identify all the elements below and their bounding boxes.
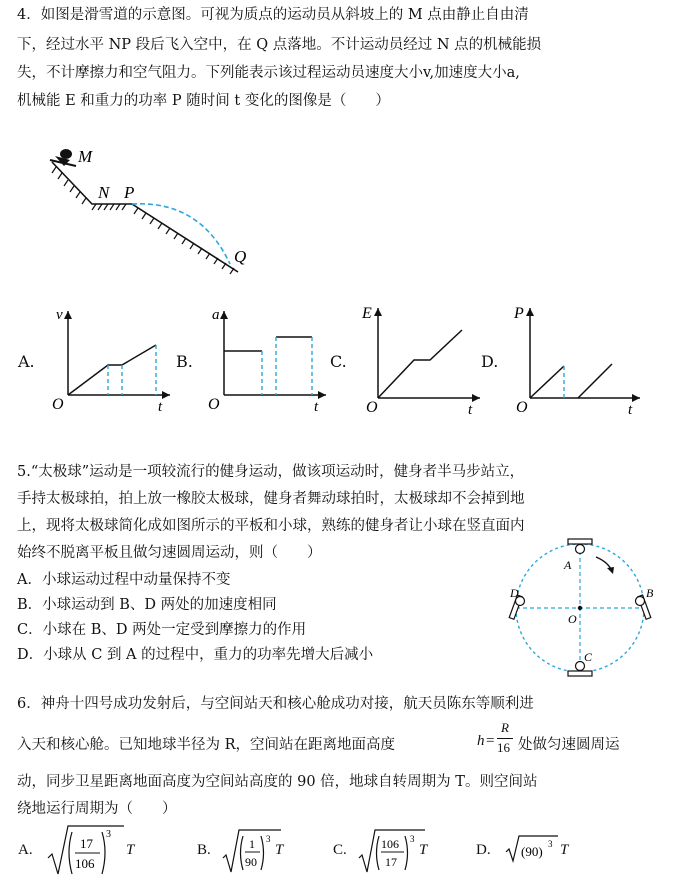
q6-a-exp: 3 [106, 829, 111, 840]
taiji-circle-figure [496, 537, 666, 677]
q6-c-num: 106 [381, 837, 399, 851]
q6-line-1: 6．神舟十四号成功发射后，与空间站天和核心舱成功对接，航天员陈东等顺利进 [17, 696, 534, 712]
q5-line-3: 上，现将太极球简化成如图所示的平板和小球，熟练的健身者让小球在竖直面内 [17, 518, 525, 534]
q6-d-base: (90) [521, 844, 543, 859]
formula-h-den: 16 [497, 740, 510, 755]
q6-option-d-label: D. [476, 842, 491, 858]
label-q: Q [234, 247, 247, 266]
q6-b-t: T [275, 842, 284, 858]
q6-line-4: 绕地运行周期为（ ） [17, 801, 177, 817]
graph-c-xlabel: t [468, 402, 473, 418]
q6-d-exp: 3 [548, 839, 553, 849]
label-n: N [98, 183, 110, 202]
q6-c-t: T [419, 842, 428, 858]
option-a-label: A. [18, 352, 35, 371]
q6-option-b [197, 822, 317, 880]
q6-a-t: T [126, 842, 135, 858]
q5-option-a: A．小球运动过程中动量保持不变 [17, 572, 231, 588]
q6-option-c [333, 822, 463, 880]
q6-a-den: 106 [75, 856, 95, 871]
q4-line-2: 下，经过水平 NP 段后飞入空中，在 Q 点落地。不计运动员经过 N 点的机械能损 [17, 37, 542, 53]
q5-option-c: C．小球在 B、D 两处一定受到摩擦力的作用 [17, 622, 307, 638]
option-c-label: C. [330, 352, 347, 371]
formula-h-num: R [501, 720, 509, 735]
q5-line-4: 始终不脱离平板且做匀速圆周运动，则（ ） [17, 545, 322, 561]
q5-line-1: 5.“太极球”运动是一项较流行的健身运动，做该项运动时，健身者半马步站立， [17, 464, 525, 480]
q6-d-t: T [560, 842, 569, 858]
graph-c-ylabel: E [362, 305, 372, 322]
q6-line-2b: 处做匀速圆周运 [518, 737, 620, 753]
graph-b-a-t [204, 305, 332, 417]
graph-b-origin: O [208, 396, 220, 413]
q6-line-2a: 入天和核心舱。已知地球半径为 R，空间站在距离地面高度 [17, 737, 396, 753]
q6-a-num: 17 [80, 836, 93, 851]
label-o: O [568, 612, 577, 626]
graph-d-p-t [508, 302, 648, 420]
q6-c-exp: 3 [410, 834, 415, 844]
option-b-label: B. [176, 352, 193, 371]
option-d-label: D. [481, 352, 499, 371]
label-p: P [124, 183, 135, 202]
q6-option-a-label: A. [18, 842, 33, 858]
q6-option-d [476, 822, 596, 880]
q6-option-b-label: B. [197, 842, 211, 858]
q5-option-b: B．小球运动到 B、D 两处的加速度相同 [17, 597, 277, 613]
graph-d-origin: O [516, 399, 528, 416]
q6-b-num: 1 [249, 837, 255, 851]
q6-option-c-label: C. [333, 842, 347, 858]
graph-c-e-t [358, 302, 486, 420]
q6-line-3: 动，同步卫星距离地面高度为空间站高度的 90 倍，地球自转周期为 T。则空间站 [17, 774, 538, 790]
q6-b-exp: 3 [266, 834, 271, 844]
q6-b-den: 90 [245, 855, 257, 869]
q5-line-2: 手持太极球拍，拍上放一橡胶太极球，健身者舞动球拍时，太极球却不会掉到地 [17, 491, 525, 507]
q4-line-1: 4．如图是滑雪道的示意图。可视为质点的运动员从斜坡上的 M 点由静止自由清 [17, 7, 529, 23]
graph-a-origin: O [52, 396, 64, 413]
label-c: C [584, 650, 593, 664]
label-b: B [646, 586, 654, 600]
graph-b-ylabel: a [212, 307, 220, 323]
graph-d-ylabel: P [514, 305, 524, 322]
label-d: D [510, 586, 519, 600]
q4-line-3: 失，不计摩擦力和空气阻力。下列能表示该过程运动员速度大小v,加速度大小a, [17, 65, 520, 81]
q4-line-4: 机械能 E 和重力的功率 P 随时间 t 变化的图像是（ ） [17, 93, 390, 109]
label-m: M [78, 147, 93, 166]
graph-b-xlabel: t [314, 399, 319, 415]
q6-option-a [18, 822, 178, 880]
q5-option-d: D．小球从 C 到 A 的过程中，重力的功率先增大后减小 [17, 647, 374, 663]
graph-a-xlabel: t [158, 399, 163, 415]
formula-h-var: h [477, 733, 485, 749]
graph-c-origin: O [366, 399, 378, 416]
q6-c-den: 17 [385, 855, 397, 869]
ski-slope-figure [40, 140, 270, 280]
graph-a-ylabel: v [56, 307, 63, 323]
label-a: A [564, 558, 572, 572]
graph-a-v-t [48, 305, 176, 417]
graph-d-xlabel: t [628, 402, 633, 418]
